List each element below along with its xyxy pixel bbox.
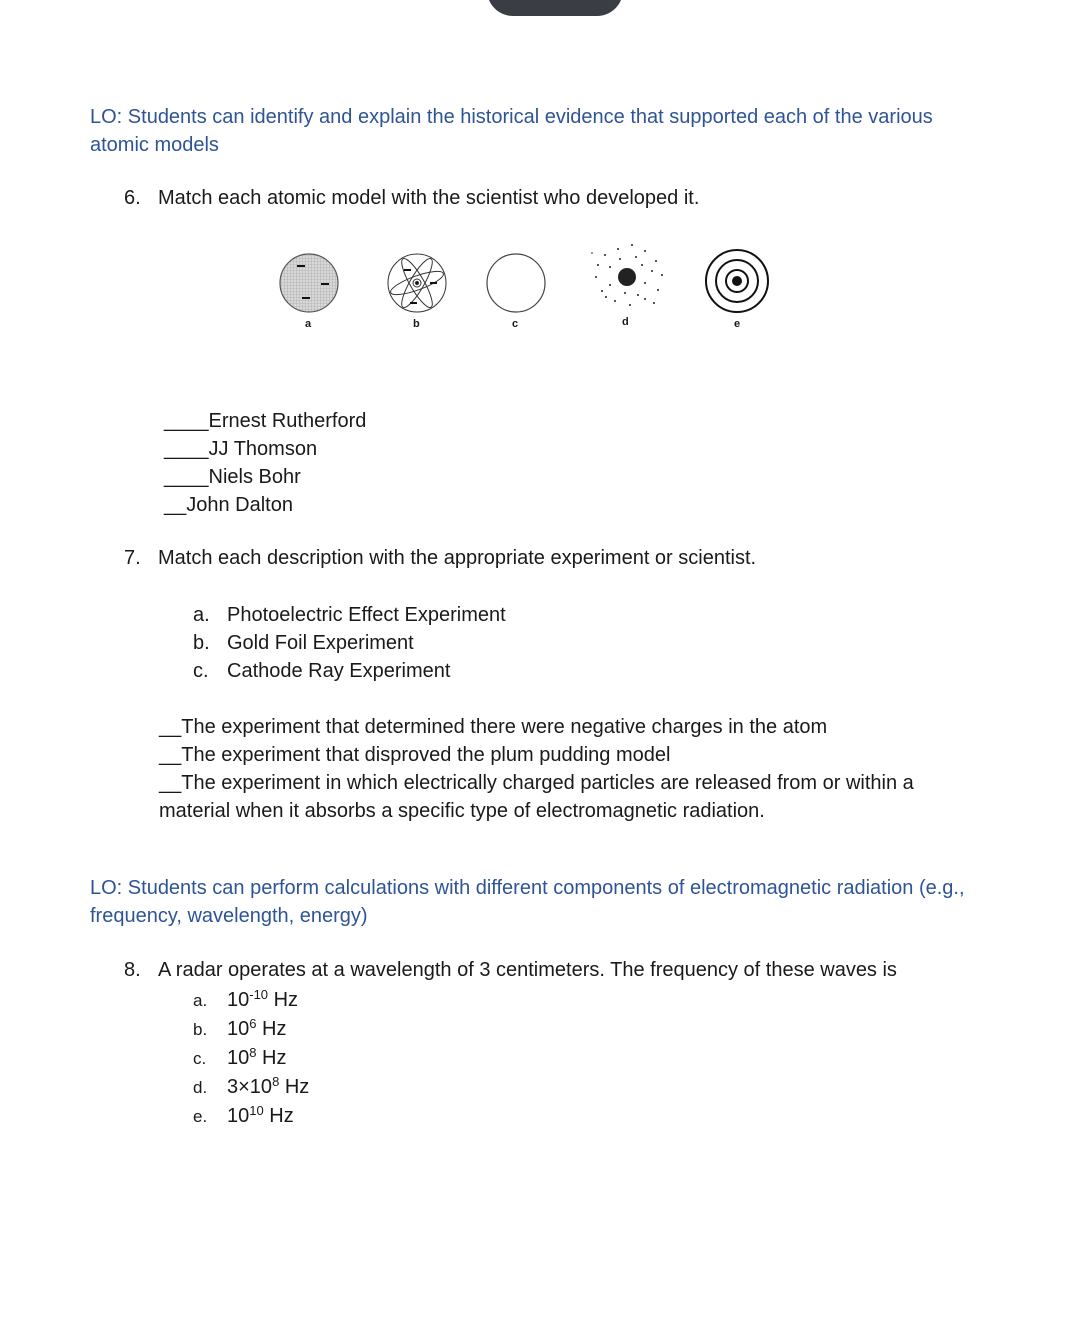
question-text: A radar operates at a wavelength of 3 centimeters. The frequency of these waves is	[158, 959, 897, 981]
electron-orbit-model-icon	[388, 254, 446, 312]
bohr-model-icon	[706, 250, 768, 312]
option-base: 10	[227, 1047, 250, 1069]
learning-objective-1: LO: Students can identify and explain the historical evidence that supported each of the various atomic models	[90, 106, 933, 156]
model-label-d: d	[622, 316, 629, 328]
match-item	[164, 463, 366, 491]
option-unit: Hz	[279, 1076, 310, 1098]
answer-blank[interactable]: ____	[164, 438, 209, 460]
match-item	[164, 407, 366, 435]
option-exponent: 8	[272, 1074, 280, 1089]
answer-blank[interactable]: __	[159, 772, 182, 794]
plum-pudding-model-icon	[280, 254, 338, 312]
answer-blank[interactable]: __	[164, 494, 187, 516]
option-letter: c.	[193, 660, 209, 682]
option-base: 10	[227, 989, 250, 1011]
option-unit: Hz	[256, 1047, 287, 1069]
answer-blank[interactable]: ____	[164, 466, 209, 488]
option-letter: c.	[193, 1049, 207, 1068]
option-letter: a.	[193, 604, 210, 626]
answer-blank[interactable]: ____	[164, 410, 209, 432]
option-item	[193, 1102, 309, 1131]
question-text: Match each atomic model with the scientist who developed it.	[158, 187, 700, 209]
answer-blank[interactable]: __	[159, 716, 182, 738]
option-item	[193, 1015, 309, 1044]
option-exponent: 8	[249, 1045, 257, 1060]
option-unit: Hz	[256, 1018, 287, 1040]
match-item	[159, 769, 914, 797]
answer-blank[interactable]: __	[159, 744, 182, 766]
match-item	[164, 491, 366, 519]
question-6	[124, 187, 699, 210]
model-label-e: e	[734, 318, 741, 330]
model-label-a: a	[305, 318, 312, 330]
question-8	[124, 959, 897, 982]
option-base: 10	[227, 1105, 250, 1127]
q7-options	[193, 601, 506, 685]
question-number: 6.	[124, 187, 141, 209]
description-continued: material when it absorbs a specific type of electromagnetic radiation.	[159, 800, 765, 822]
question-7	[124, 547, 756, 570]
option-base: 3×10	[227, 1076, 273, 1098]
q6-match-list	[164, 407, 366, 519]
option-label: Photoelectric Effect Experiment	[227, 604, 506, 626]
learning-objective-2: LO: Students can perform calculations with different components of electromagnetic radiation (e.g., frequency, wavelength, energy)	[90, 877, 965, 927]
nuclear-model-icon	[591, 244, 663, 306]
match-item	[159, 741, 914, 769]
option-base: 10	[227, 1018, 250, 1040]
option-letter: e.	[193, 1107, 208, 1126]
option-letter: a.	[193, 991, 208, 1010]
scientist-name: John Dalton	[186, 494, 293, 516]
option-exponent: 10	[249, 1103, 264, 1118]
camera-notch	[487, 0, 623, 16]
question-text: Match each description with the appropriate experiment or scientist.	[158, 547, 757, 569]
description: The experiment in which electrically charged particles are released from or within a	[181, 772, 914, 794]
option-letter: b.	[193, 1020, 208, 1039]
option-unit: Hz	[268, 989, 299, 1011]
option-exponent: -10	[249, 987, 269, 1002]
q7-match-list	[159, 713, 914, 825]
match-item	[164, 435, 366, 463]
model-label-c: c	[512, 318, 519, 330]
scientist-name: Niels Bohr	[208, 466, 301, 488]
option-exponent: 6	[249, 1016, 257, 1031]
option-unit: Hz	[263, 1105, 294, 1127]
option-letter: b.	[193, 632, 210, 654]
option-letter: d.	[193, 1078, 208, 1097]
q8-options	[193, 986, 309, 1131]
option-item	[193, 629, 506, 657]
option-item	[193, 1073, 309, 1102]
description: The experiment that disproved the plum pudding model	[181, 744, 671, 766]
model-label-b: b	[413, 318, 420, 330]
option-label: Cathode Ray Experiment	[227, 660, 451, 682]
option-item	[193, 1044, 309, 1073]
question-number: 8.	[124, 959, 141, 981]
option-item	[193, 986, 309, 1015]
atomic-models-figure	[270, 235, 780, 315]
scientist-name: JJ Thomson	[208, 438, 318, 460]
description: The experiment that determined there were negative charges in the atom	[181, 716, 828, 738]
option-item	[193, 657, 506, 685]
match-item	[159, 713, 914, 741]
option-item	[193, 601, 506, 629]
solid-sphere-model-icon	[487, 254, 545, 312]
scientist-name: Ernest Rutherford	[208, 410, 367, 432]
question-number: 7.	[124, 547, 141, 569]
option-label: Gold Foil Experiment	[227, 632, 414, 654]
